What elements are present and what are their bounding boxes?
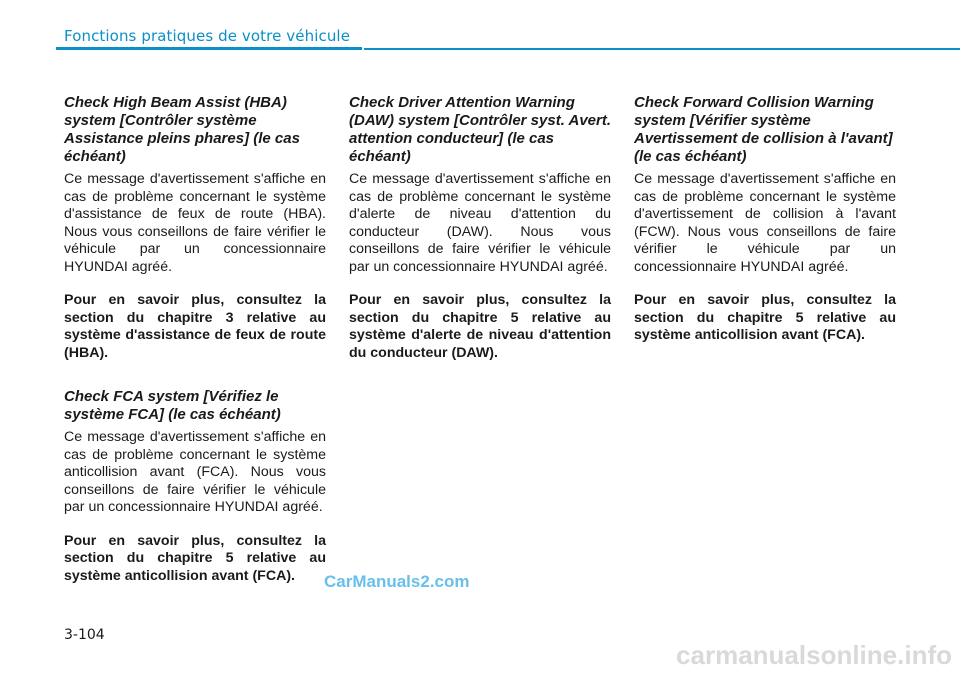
section-note-fcw: Pour en savoir plus, consultez la section du chapitre 5 relative au système anticollision avant (FCA). — [634, 292, 896, 343]
header-rule-thick — [56, 47, 362, 50]
column-3 — [634, 94, 896, 371]
watermark-carmanualsonline: carmanualsonline.info — [676, 640, 952, 670]
section-body-daw: Ce message d'avertissement s'affiche en cas de problème concernant le système d'alerte de niveau d'attention du conducteur (DAW). Nous vous conseillons de faire vérifier le véhicule par un concessionnaire HYUNDAI agréé. — [349, 171, 611, 275]
page-header — [0, 0, 960, 54]
section-note-daw: Pour en savoir plus, consultez la section du chapitre 5 relative au système d'alerte de niveau d'attention du conducteur (DAW). — [349, 292, 611, 361]
chapter-title: Fonctions pratiques de votre véhicule — [64, 27, 351, 45]
section-body-hba: Ce message d'avertissement s'affiche en cas de problème concernant le système d'assistance de feux de route (HBA). Nous vous conseillons de faire vérifier le véhicule par un concessionnaire HYUNDAI agréé. — [64, 171, 326, 275]
header-rule-thin — [364, 48, 960, 50]
watermark-carmanuals2[interactable]: CarManuals2.com — [324, 572, 470, 591]
section-body-fca: Ce message d'avertissement s'affiche en cas de problème concernant le système anticollision avant (FCA). Nous vous conseillons de faire vérifier le véhicule par un concessionnaire HYUNDAI agréé. — [64, 429, 326, 515]
section-heading-hba: Check High Beam Assist (HBA) system [Contrôler système Assistance pleins phares] (le cas échéant) — [64, 94, 300, 165]
section-body-fcw: Ce message d'avertissement s'affiche en cas de problème concernant le système d'avertissement de collision à l'avant (FCW). Nous vous conseillons de faire vérifier le véhicule par un concessionnaire HYUNDAI agréé. — [634, 171, 896, 275]
section-note-fca: Pour en savoir plus, consultez la section du chapitre 5 relative au système anticollision avant (FCA). — [64, 532, 326, 584]
column-1 — [64, 94, 326, 611]
page-number: 3-104 — [64, 627, 105, 643]
section-heading-daw: Check Driver Attention Warning (DAW) system [Contrôler syst. Avert. attention conducteur] (le cas échéant) — [349, 94, 612, 165]
column-2 — [349, 94, 611, 388]
section-note-hba: Pour en savoir plus, consultez la section du chapitre 3 relative au système d'assistance de feux de route (HBA). — [64, 292, 326, 361]
section-heading-fcw: Check Forward Collision Warning system [Vérifier système Avertissement de collision à l'avant] (le cas échéant) — [634, 94, 893, 165]
section-heading-fca: Check FCA system [Vérifiez le système FCA] (le cas échéant) — [64, 388, 281, 423]
